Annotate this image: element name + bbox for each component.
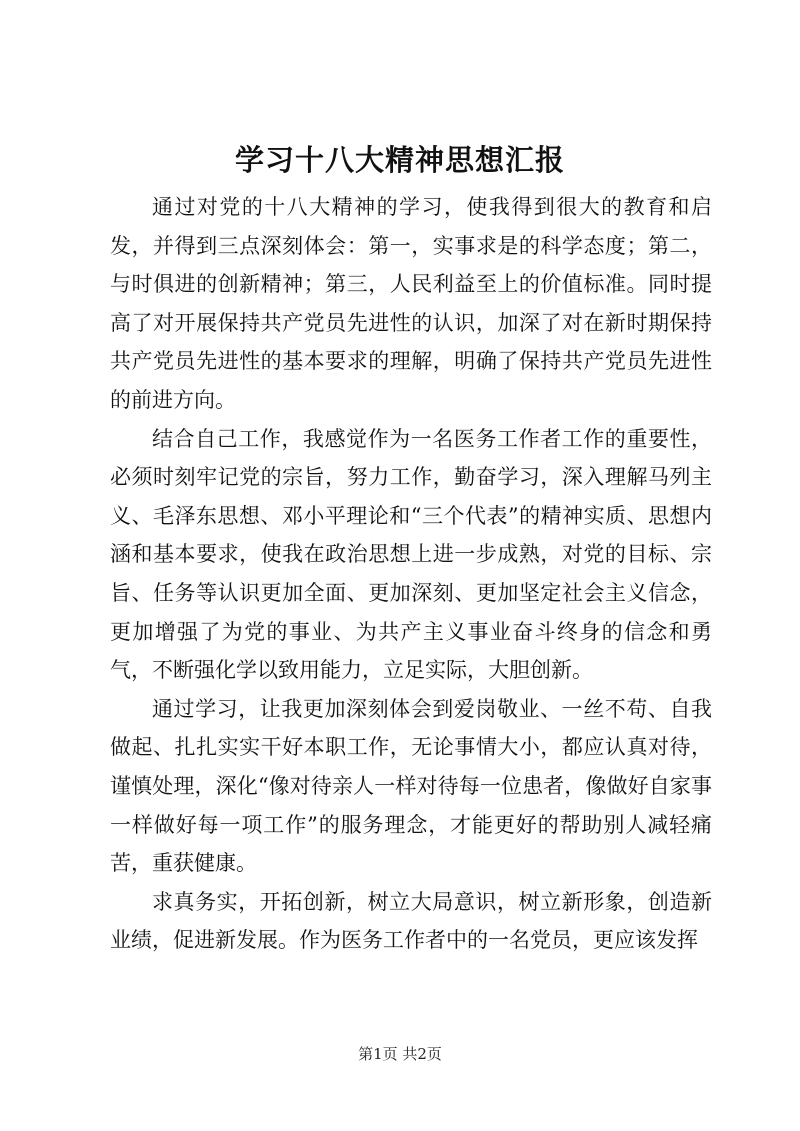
page-number-footer: 第1页 共2页 [358,1045,442,1063]
document-title: 学习十八大精神思想汇报 [234,143,565,177]
document-body [110,188,712,960]
paragraph-4: 求真务实，开拓创新，树立大局意识，树立新形象，创造新业绩，促进新发展。作为医务工作者中的一名党员，更应该发挥 [110,889,712,953]
paragraph-2: 结合自己工作，我感觉作为一名医务工作者工作的重要性，必须时刻牢记党的宗旨，努力工作，勤奋学习，深入理解马列主义、毛泽东思想、邓小平理论和“三个代表”的精神实质、思想内涵和基本要求，使我在政治思想上进一步成熟，对党的目标、宗旨、任务等认识更加全面、更加深刻、更加坚定社会主义信念，更加增强了为党的事业、为共产主义事业奋斗终身的信念和勇气，不断强化学以致用能力，立足实际，大胆创新。 [110,426,712,683]
paragraph-3: 通过学习，让我更加深刻体会到爱岗敬业、一丝不苟、自我做起、扎扎实实干好本职工作，无论事情大小，都应认真对待，谨慎处理，深化“像对待亲人一样对待每一位患者，像做好自家事一样做好每一项工作”的服务理念，才能更好的帮助别人减轻痛苦，重获健康。 [110,696,712,876]
paragraph-1: 通过对党的十八大精神的学习，使我得到很大的教育和启发，并得到三点深刻体会：第一，实事求是的科学态度；第二，与时俱进的创新精神；第三，人民利益至上的价值标准。同时提高了对开展保持共产党员先进性的认识，加深了对在新时期保持共产党员先进性的基本要求的理解，明确了保持共产党员先进性的前进方向。 [110,195,712,412]
